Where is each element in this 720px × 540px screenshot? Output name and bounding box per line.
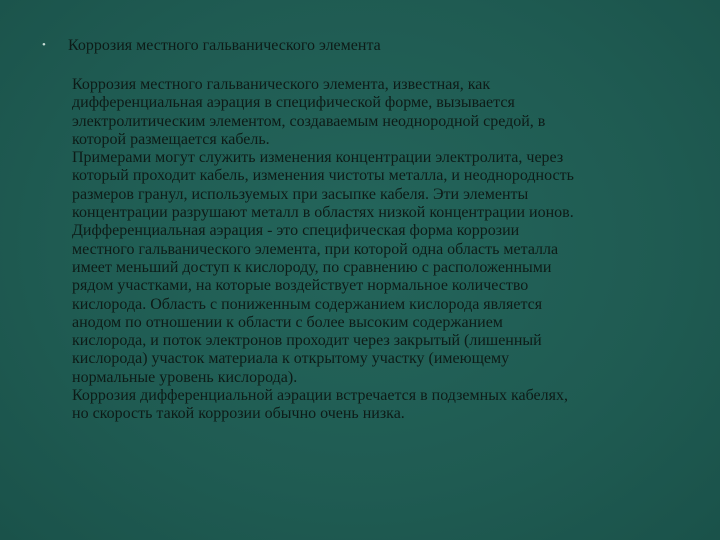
bullet-item <box>42 36 381 57</box>
slide-heading: Коррозия местного гальванического элемента <box>68 37 381 54</box>
slide-body-text: Коррозия местного гальванического элемента, известная, как дифференциальная аэрация в специфической форме, вызывается электролитическим элементом, создаваемым неоднородной средой, в которой размещается кабель. Примерами могут служить изменения концентрации электролита, через который проходит кабель, изменения чистоты металла, и неоднородность размеров гранул, используемых при засыпке кабеля. Эти элементы концентрации разрушают металл в областях низкой концентрации ионов. Дифференциальная аэрация - это специфическая форма коррозии местного гальванического элемента, при которой одна область металла имеет меньший доступ к кислороду, по сравнению с расположенными рядом участками, на которые воздействует нормальное количество кислорода. Область с пониженным содержанием кислорода является анодом по отношении к области с более высоким содержанием кислорода, и поток электронов проходит через закрытый (лишенный кислорода) участок материала к открытому участку (имеющему нормальные уровень кислорода). Коррозия дифференциальной аэрации встречается в подземных кабелях, но скорость такой коррозии обычно очень низка. <box>72 76 574 423</box>
bullet-marker: • <box>42 39 46 51</box>
